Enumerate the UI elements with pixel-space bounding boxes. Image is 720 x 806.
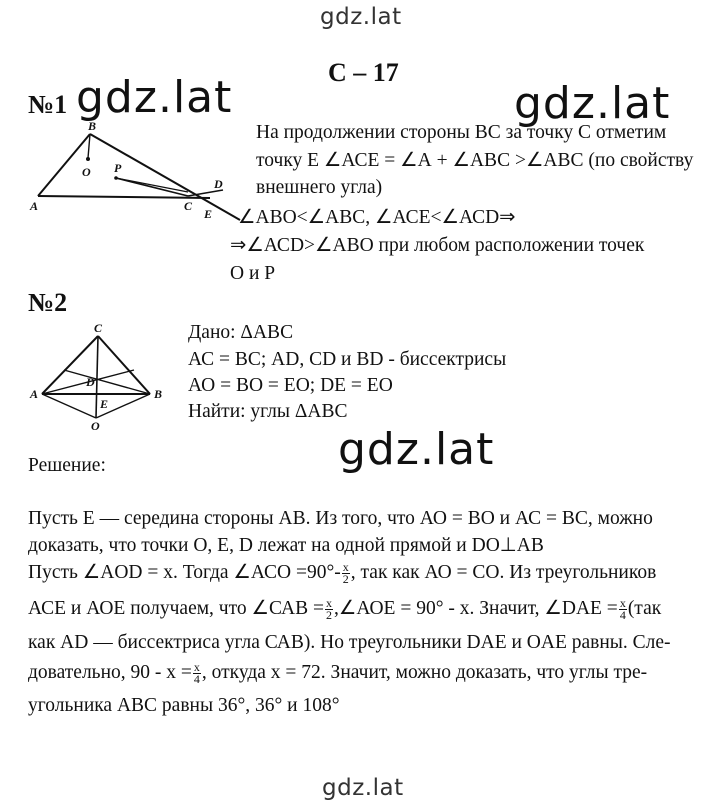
watermark-big-1: gdz.lat <box>76 72 233 123</box>
problem1-number: №1 <box>28 90 68 119</box>
problem2-figure <box>28 322 178 434</box>
fraction-x-over-2 <box>342 562 350 585</box>
fig2-label-b: B <box>154 387 163 401</box>
solution-line-4-b: ,∠АОЕ = 90° - x. Значит, ∠DAE = <box>334 598 618 619</box>
fig2-label-e: E <box>100 397 109 411</box>
watermark-top: gdz.lat <box>320 4 402 30</box>
frac-den: 2 <box>326 608 332 623</box>
problem1-line-6: О и Р <box>230 263 276 284</box>
fig1-label-o: O <box>82 165 91 179</box>
frac-num: x <box>342 560 349 575</box>
frac-num: x <box>619 596 626 611</box>
fig2-label-c: C <box>94 322 103 335</box>
solution-line-3-b: , так как АО = СО. Из треугольников <box>350 562 657 583</box>
solution-line-4-a: АСЕ и АОЕ получаем, что ∠САВ = <box>28 598 324 619</box>
problem2-given-1: Дано: ΔАВС <box>188 322 294 343</box>
solution-line-6-a: довательно, 90 - x = <box>28 662 192 683</box>
fraction-x-over-4 <box>619 598 627 621</box>
problem2-number: №2 <box>28 288 68 317</box>
solution-line-1: Пусть Е — середина стороны АВ. Из того, что АО = ВО и АС = ВС, можно <box>28 508 653 529</box>
frac-num: x <box>326 596 332 611</box>
solution-label: Решение: <box>28 455 106 476</box>
problem1-line-4: ∠АВО<∠АВС, ∠АСЕ<∠АСD⇒ <box>238 207 516 228</box>
watermark-bottom: gdz.lat <box>322 775 404 801</box>
fig1-label-a: A <box>30 199 39 213</box>
fraction-x-over-2 <box>325 598 333 621</box>
solution-line-6 <box>28 659 647 686</box>
frac-den: 2 <box>342 572 349 587</box>
fig2-label-a: A <box>30 387 39 401</box>
solution-line-4 <box>28 595 661 622</box>
watermark-big-3: gdz.lat <box>338 424 495 475</box>
problem1-line-5: ⇒∠АСD>∠АВО при любом расположении точек <box>230 235 645 256</box>
fig1-label-d: D <box>214 177 223 191</box>
frac-num: x <box>193 660 200 675</box>
frac-den: 4 <box>193 672 200 687</box>
problem1-line-2: точку Е ∠АСЕ = ∠А + ∠АВС >∠АВС (по свойству <box>256 150 694 171</box>
solution-line-4-c: (так <box>627 598 662 619</box>
problem1-line-3: внешнего угла) <box>256 177 383 198</box>
fraction-x-over-4 <box>193 662 201 685</box>
page-title: С – 17 <box>328 58 399 87</box>
watermark-big-2: gdz.lat <box>514 78 671 129</box>
fig1-label-e: E <box>204 207 213 221</box>
fig1-label-b: B <box>88 119 97 133</box>
fig2-label-d: D <box>86 375 95 389</box>
solution-line-5: как AD — биссектриса угла САВ). Но треугольники DAE и OAE равны. Сле- <box>28 632 671 653</box>
frac-den: 4 <box>619 608 626 623</box>
fig2-label-o: O <box>91 419 100 433</box>
fig1-label-c: C <box>184 199 193 213</box>
solution-line-6-b: , откуда x = 72. Значит, можно доказать, что углы тре- <box>201 662 648 683</box>
solution-line-3 <box>28 559 656 586</box>
problem2-given-4: Найти: углы ΔАВС <box>188 401 348 422</box>
problem1-figure <box>28 118 250 226</box>
problem2-given-3: АО = ВО = ЕО; DE = EO <box>188 375 393 396</box>
solution-line-2: доказать, что точки О, Е, D лежат на одной прямой и DO⊥AB <box>28 535 544 556</box>
solution-line-3-a: Пусть ∠AOD = x. Тогда ∠АСО =90°- <box>28 562 341 583</box>
problem2-given-2: АС = ВС; AD, CD и BD - биссектрисы <box>188 349 507 370</box>
fig1-label-p: P <box>114 161 122 175</box>
problem1-line-1: На продолжении стороны ВС за точку С отметим <box>256 122 667 143</box>
solution-line-7: угольника АВС равны 36°, 36° и 108° <box>28 695 340 716</box>
